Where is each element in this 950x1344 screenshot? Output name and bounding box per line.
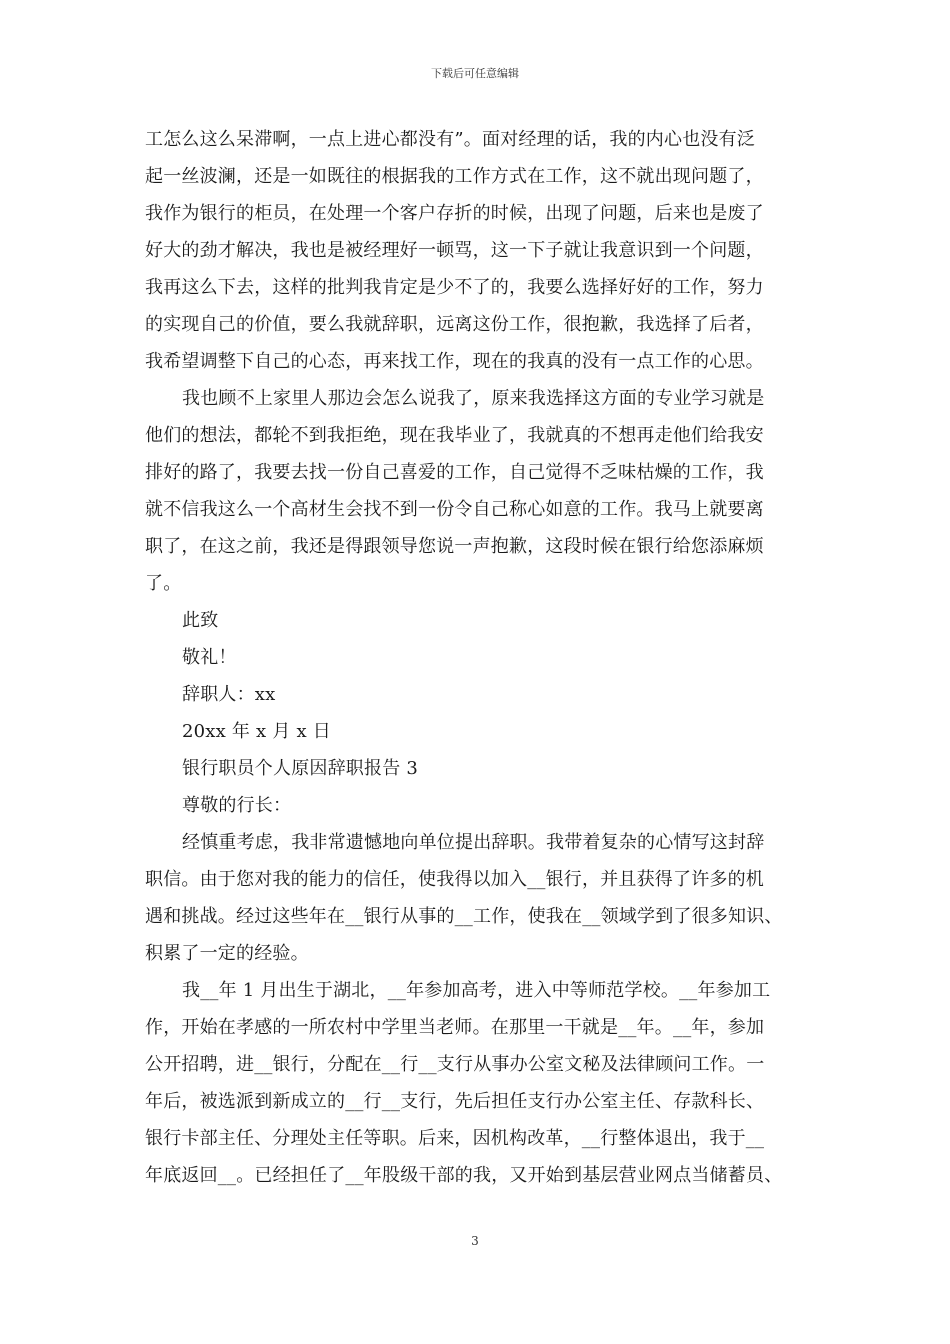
body-line: 职了，在这之前，我还是得跟领导您说一声抱歉，这段时候在银行给您添麻烦 bbox=[145, 536, 764, 557]
page-number: 3 bbox=[471, 1234, 479, 1248]
body-line: 我作为银行的柜员，在处理一个客户存折的时候，出现了问题，后来也是废了 bbox=[145, 203, 764, 224]
body-line: 遇和挑战。经过这些年在__银行从事的__工作，使我在__领域学到了很多知识、 bbox=[145, 906, 783, 927]
body-line: 年底返回__。已经担任了__年股级干部的我，又开始到基层营业网点当储蓄员、 bbox=[145, 1165, 783, 1186]
closing-regards: 敬礼！ bbox=[182, 647, 237, 668]
paragraph-start: 我也顾不上家里人那边会怎么说我了，原来我选择这方面的专业学习就是 bbox=[182, 388, 765, 409]
section-title: 银行职员个人原因辞职报告 3 bbox=[182, 758, 418, 779]
body-line: 工怎么这么呆滞啊，一点上进心都没有”。面对经理的话，我的内心也没有泛 bbox=[145, 129, 755, 150]
page-header: 下载后可任意编辑 bbox=[431, 67, 519, 80]
body-line: 的实现自己的价值，要么我就辞职，远离这份工作，很抱歉，我选择了后者， bbox=[145, 314, 764, 335]
body-line: 年后，被选派到新成立的__行__支行，先后担任支行办公室主任、存款科长、 bbox=[145, 1091, 765, 1112]
body-line: 作，开始在孝感的一所农村中学里当老师。在那里一干就是__年。__年，参加 bbox=[145, 1017, 765, 1038]
body-line: 起一丝波澜，还是一如既往的根据我的工作方式在工作，这不就出现问题了， bbox=[145, 166, 764, 187]
body-line: 积累了一定的经验。 bbox=[145, 943, 309, 964]
document-body bbox=[145, 121, 825, 1194]
body-line: 他们的想法，都轮不到我拒绝，现在我毕业了，我就真的不想再走他们给我安 bbox=[145, 425, 764, 446]
greeting: 尊敬的行长： bbox=[182, 795, 292, 816]
body-line: 职信。由于您对我的能力的信任，使我得以加入__银行，并且获得了许多的机 bbox=[145, 869, 764, 890]
body-line: 了。 bbox=[145, 573, 182, 594]
closing-salutation: 此致 bbox=[182, 610, 219, 631]
body-line: 就不信我这么一个高材生会找不到一份令自己称心如意的工作。我马上就要离 bbox=[145, 499, 764, 520]
body-line: 好大的劲才解决，我也是被经理好一顿骂，这一下子就让我意识到一个问题， bbox=[145, 240, 764, 261]
body-line: 银行卡部主任、分理处主任等职。后来，因机构改革，__行整体退出，我于__ bbox=[145, 1128, 765, 1149]
signature-date: 20xx 年 x 月 x 日 bbox=[182, 721, 331, 742]
body-line: 我希望调整下自己的心态，再来找工作，现在的我真的没有一点工作的心思。 bbox=[145, 351, 764, 372]
body-line: 公开招聘，进__银行，分配在__行__支行从事办公室文秘及法律顾问工作。一 bbox=[145, 1054, 765, 1075]
signature-name: 辞职人：xx bbox=[182, 684, 276, 705]
body-line: 排好的路了，我要去找一份自己喜爱的工作，自己觉得不乏味枯燥的工作，我 bbox=[145, 462, 764, 483]
body-line: 我再这么下去，这样的批判我肯定是少不了的，我要么选择好好的工作，努力 bbox=[145, 277, 764, 298]
paragraph-start: 经慎重考虑，我非常遗憾地向单位提出辞职。我带着复杂的心情写这封辞 bbox=[182, 832, 765, 853]
paragraph-start: 我__年 1 月出生于湖北，__年参加高考，进入中等师范学校。__年参加工 bbox=[182, 980, 771, 1001]
